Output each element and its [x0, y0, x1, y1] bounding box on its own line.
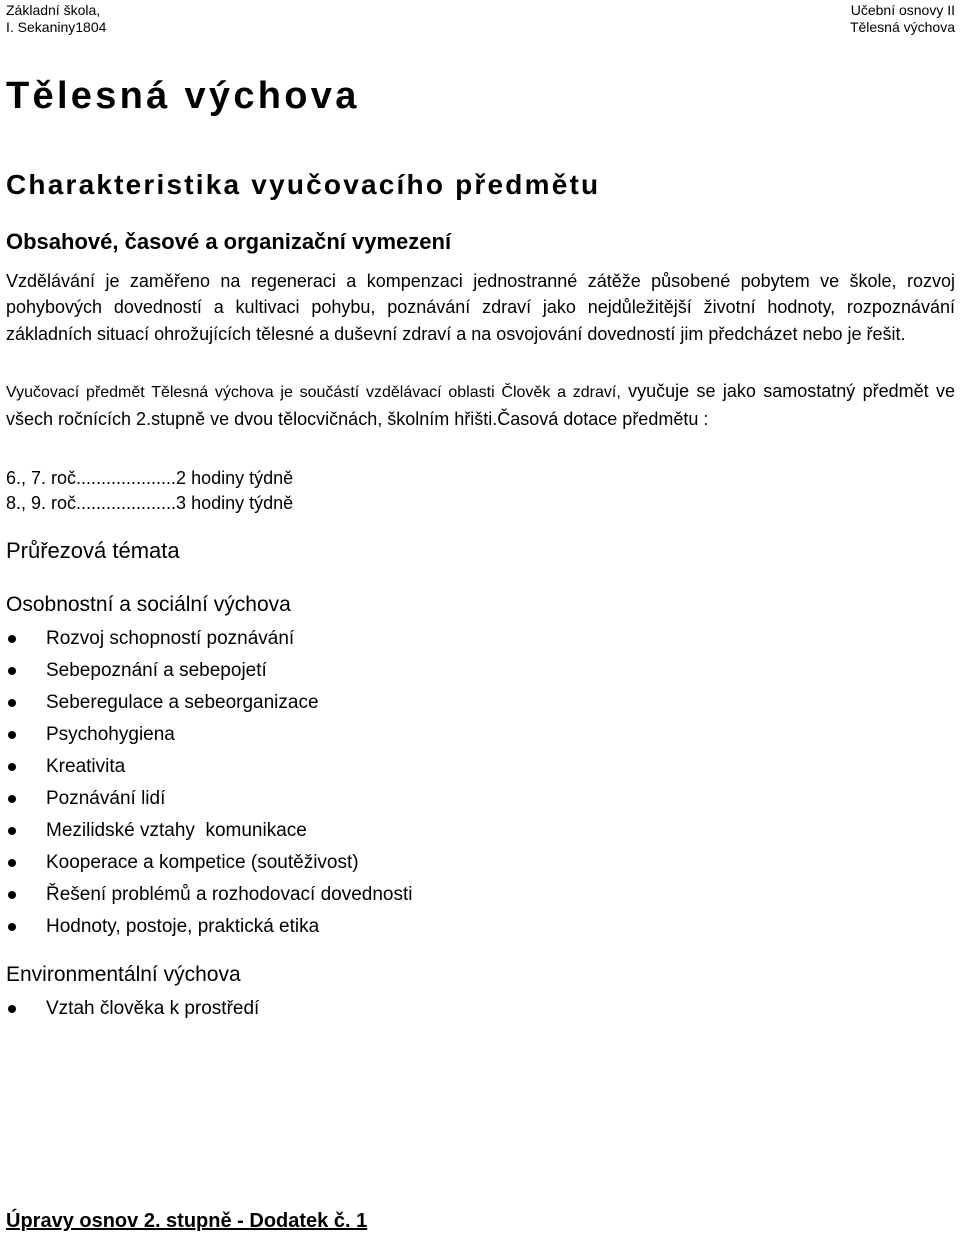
- personal-social-education-list: [0, 623, 413, 943]
- cross-curricular-themes-heading: Průřezová témata: [6, 538, 180, 563]
- environmental-education-heading: Environmentální výchova: [6, 963, 241, 986]
- list-item: [0, 783, 413, 815]
- bullet-icon: [8, 731, 16, 739]
- bullet-icon: [8, 699, 16, 707]
- personal-social-education-heading: Osobnostní a sociální výchova: [6, 593, 291, 616]
- section-heading: Obsahové, časové a organizační vymezení: [6, 229, 452, 254]
- header-school: [6, 2, 106, 36]
- list-item: [0, 815, 413, 847]
- header-subject: Tělesná výchova: [849, 19, 955, 35]
- header-school-name: Základní škola,: [6, 2, 101, 18]
- organization-paragraph-part1: Vyučovací předmět Tělesná výchova je součástí vzdělávací oblasti Člověk a zdraví,: [6, 384, 621, 401]
- list-item-text: Mezilidské vztahy komunikace: [46, 820, 307, 841]
- page-title: Tělesná výchova: [6, 75, 360, 117]
- list-item: [0, 751, 413, 783]
- organization-paragraph: [6, 378, 955, 433]
- bullet-icon: [8, 635, 16, 643]
- bullet-icon: [8, 923, 16, 931]
- content-paragraph: Vzdělávání je zaměřeno na regeneraci a kompenzaci jednostranné zátěže působené pobytem ve škole, rozvoj pohybových dovedností a kultivaci pohybu, poznávání zdraví jako nejdůležitější životní hodnoty, rozpoznávání základních situací ohrožujících tělesné a duševní zdraví a na osvojování dovedností jim předcházet nebo je řešit.: [6, 271, 955, 344]
- list-item: [0, 623, 413, 655]
- header-document-name: Učební osnovy II: [850, 2, 955, 18]
- list-item: [0, 993, 259, 1025]
- list-item-text: Vztah člověka k prostředí: [46, 998, 260, 1019]
- environmental-education-list: [0, 993, 259, 1025]
- bullet-icon: [8, 891, 16, 899]
- list-item-text: Psychohygiena: [46, 724, 175, 745]
- bullet-icon: [8, 795, 16, 803]
- list-item: [0, 687, 413, 719]
- bullet-icon: [8, 859, 16, 867]
- bullet-icon: [8, 1005, 16, 1013]
- list-item-text: Poznávání lidí: [46, 788, 166, 809]
- organization-paragraph-part2: vyučuje se jako samostatný předmět ve všech ročnících 2.stupně ve dvou tělocvičnách, školním hřišti.Časová dotace předmětu :: [6, 381, 955, 430]
- list-item: [0, 879, 413, 911]
- list-item: [0, 719, 413, 751]
- time-allocation-line: 8., 9. roč....................3 hodiny týdně: [6, 493, 294, 513]
- time-allocation-line: 6., 7. roč....................2 hodiny týdně: [6, 468, 294, 488]
- list-item-text: Rozvoj schopností poznávání: [46, 628, 295, 649]
- footer-amendment-link[interactable]: Úpravy osnov 2. stupně - Dodatek č. 1: [6, 1210, 368, 1232]
- bullet-icon: [8, 763, 16, 771]
- header-school-address: I. Sekaniny1804: [6, 19, 107, 35]
- bullet-icon: [8, 667, 16, 675]
- subject-characteristics-heading: Charakteristika vyučovacího předmětu: [6, 169, 601, 200]
- list-item-text: Kooperace a kompetice (soutěživost): [46, 852, 359, 873]
- list-item: [0, 847, 413, 879]
- time-allocation: [6, 466, 293, 516]
- list-item-text: Hodnoty, postoje, praktická etika: [46, 916, 320, 937]
- list-item-text: Kreativita: [46, 756, 126, 777]
- list-item-text: Seberegulace a sebeorganizace: [46, 692, 319, 713]
- list-item: [0, 911, 413, 943]
- list-item: [0, 655, 413, 687]
- bullet-icon: [8, 827, 16, 835]
- header-document: [850, 2, 955, 36]
- list-item-text: Sebepoznání a sebepojetí: [46, 660, 267, 681]
- list-item-text: Řešení problémů a rozhodovací dovednosti: [46, 884, 413, 905]
